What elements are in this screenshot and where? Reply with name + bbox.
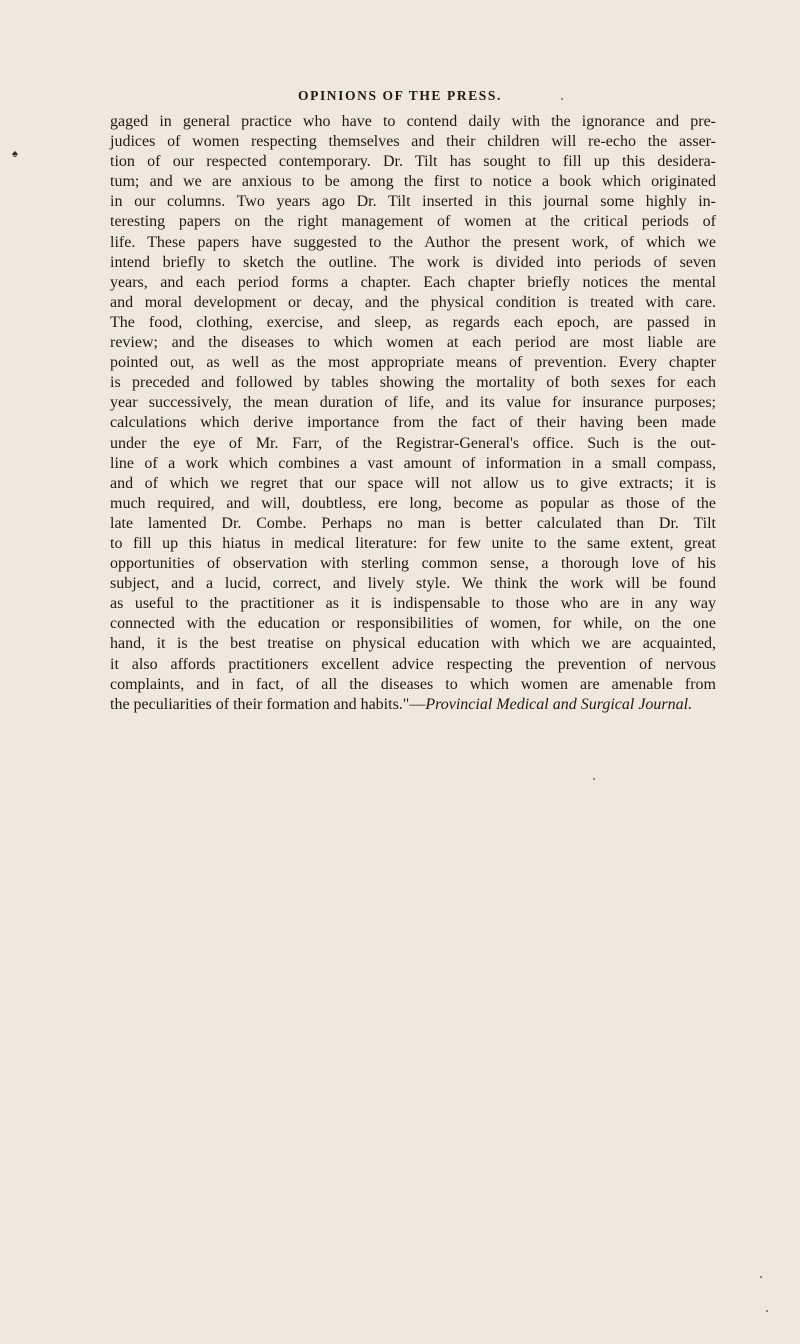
paper-speck	[561, 98, 563, 100]
text-line: The food, clothing, exercise, and sleep, as regards each epoch, are passed in	[110, 313, 716, 331]
text-line: and moral development or decay, and the physical condition is treated with care.	[110, 293, 716, 311]
text-line: years, and each period forms a chapter. Each chapter briefly notices the mental	[110, 273, 716, 291]
text-line: connected with the education or responsibilities of women, for while, on the one	[110, 615, 716, 633]
paper-speck	[766, 1310, 768, 1312]
text-line: under the eye of Mr. Farr, of the Registrar-General's office. Such is the out-	[110, 434, 716, 452]
margin-mark: ♠	[12, 148, 18, 160]
paper-speck	[593, 778, 595, 780]
text-line: review; and the diseases to which women at each period are most liable are	[110, 334, 716, 352]
text-line: line of a work which combines a vast amount of information in a small compass,	[110, 454, 716, 472]
source-citation: Provincial Medical and Surgical Journal.	[425, 695, 693, 713]
text-line: as useful to the practitioner as it is indispensable to those who are in any way	[110, 595, 716, 613]
text-line: calculations which derive importance from the fact of their having been made	[110, 414, 716, 432]
text-line: much required, and will, doubtless, ere long, become as popular as those of the	[110, 494, 716, 512]
text-line: year successively, the mean duration of life, and its value for insurance purposes;	[110, 394, 716, 412]
review-paragraph	[110, 112, 716, 715]
text-line: judices of women respecting themselves and their children will re-echo the asser-	[110, 133, 716, 151]
text-line: and of which we regret that our space will not allow us to give extracts; it is	[110, 474, 716, 492]
text-line: in our columns. Two years ago Dr. Tilt inserted in this journal some highly in-	[110, 193, 716, 211]
text-line: is preceded and followed by tables showing the mortality of both sexes for each	[110, 374, 716, 392]
paper-speck	[760, 1276, 762, 1278]
text-line: opportunities of observation with sterling common sense, a thorough love of his	[110, 555, 716, 573]
text-line: teresting papers on the right management of women at the critical periods of	[110, 213, 716, 231]
text-line: late lamented Dr. Combe. Perhaps no man is better calculated than Dr. Tilt	[110, 514, 716, 532]
text-line: gaged in general practice who have to contend daily with the ignorance and pre-	[110, 113, 716, 130]
text-line: pointed out, as well as the most appropriate means of prevention. Every chapter	[110, 354, 716, 372]
text-line	[110, 695, 716, 715]
text-line: hand, it is the best treatise on physical education with which we are acquainted,	[110, 635, 716, 653]
text-line: intend briefly to sketch the outline. The work is divided into periods of seven	[110, 253, 716, 271]
text-line: life. These papers have suggested to the Author the present work, of which we	[110, 233, 716, 251]
text-line: tion of our respected contemporary. Dr. Tilt has sought to fill up this desidera-	[110, 153, 716, 171]
text-line: it also affords practitioners excellent advice respecting the prevention of nervous	[110, 655, 716, 673]
closing-text: the peculiarities of their formation and habits."—	[110, 695, 426, 713]
text-line: complaints, and in fact, of all the diseases to which women are amenable from	[110, 675, 716, 693]
text-line: subject, and a lucid, correct, and lively style. We think the work will be found	[110, 575, 716, 593]
text-line: tum; and we are anxious to be among the first to notice a book which originated	[110, 173, 716, 191]
running-head: OPINIONS OF THE PRESS.	[298, 88, 502, 103]
text-line: to fill up this hiatus in medical literature: for few unite to the same extent, great	[110, 534, 716, 552]
